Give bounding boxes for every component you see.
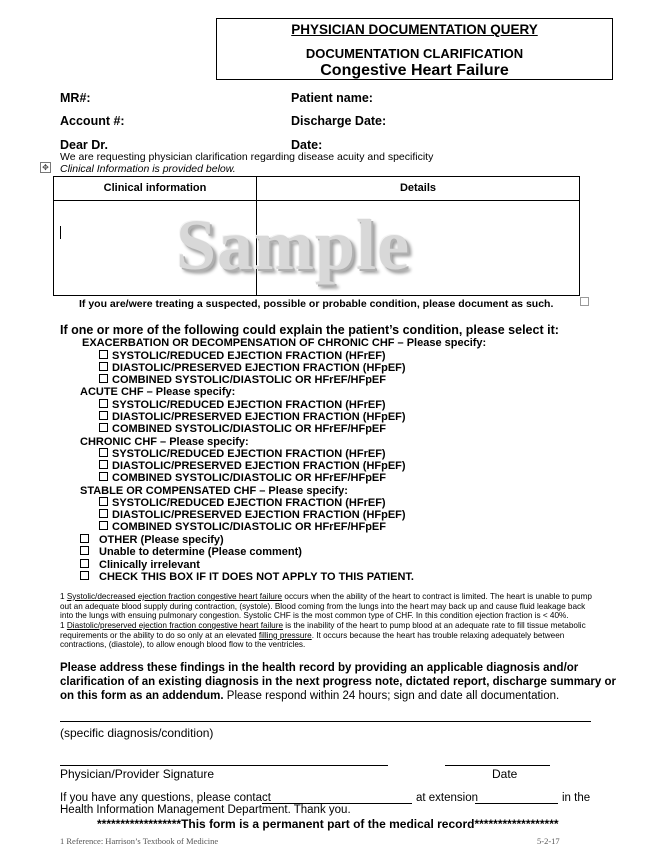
option-other[interactable]: OTHER (Please specify)	[80, 534, 224, 546]
contact-in-the: in the	[562, 792, 591, 804]
checkbox[interactable]	[99, 362, 108, 371]
option-acute-combined[interactable]: COMBINED SYSTOLIC/DIASTOLIC OR HFrEF/HFpEF	[99, 423, 386, 435]
checkbox[interactable]	[80, 546, 89, 555]
option-not-applicable[interactable]: CHECK THIS BOX IF IT DOES NOT APPLY TO THIS PATIENT.	[80, 571, 414, 583]
footnote-diastolic: 1 Diastolic/preserved ejection fraction congestive heart failure is the inability of the heart to pump blood at an adequate rate to fill tissue metabolic requirements or the ability to do so only at an elevated filling pressure. It occurs because the heart has trouble relaxing adequately between contractions, (diastole), to allow enough blood flow to the ventricles.	[60, 621, 586, 650]
date-line[interactable]	[445, 765, 550, 766]
discharge-date-field[interactable]: Discharge Date:	[291, 114, 387, 128]
table-move-handle-icon[interactable]: ✥	[40, 162, 51, 173]
checkbox[interactable]	[99, 509, 108, 518]
footnote-systolic: 1 Systolic/decreased ejection fraction congestive heart failure occurs when the ability of the heart to contract is limited. The heart is unable to pump out an adequate blood supply during contraction, (systole). Blood coming from the lungs into the heart may back up and cause fluid leakage back into the lungs with ensuing pulmonary congestion. Systolic CHF is the most common type of CHF. In this condition ejection fraction is < 40%.	[60, 592, 592, 621]
checkbox[interactable]	[80, 571, 89, 580]
intro-italic-line: Clinical Information is provided below.	[60, 163, 236, 175]
form-topic: Congestive Heart Failure	[320, 62, 509, 79]
option-exacerbation-hfref[interactable]: SYSTOLIC/REDUCED EJECTION FRACTION (HFrEF)	[99, 350, 386, 362]
checkbox[interactable]	[80, 534, 89, 543]
contact-text: If you have any questions, please contact	[60, 792, 271, 804]
form-subtitle: DOCUMENTATION CLARIFICATION	[305, 46, 524, 61]
option-chronic-hfpef[interactable]: DIASTOLIC/PRESERVED EJECTION FRACTION (HFpEF)	[99, 460, 406, 472]
option-chronic-combined[interactable]: COMBINED SYSTOLIC/DIASTOLIC OR HFrEF/HFpEF	[99, 472, 386, 484]
option-chronic-hfref[interactable]: SYSTOLIC/REDUCED EJECTION FRACTION (HFrEF)	[99, 448, 386, 460]
option-exacerbation-combined[interactable]: COMBINED SYSTOLIC/DIASTOLIC OR HFrEF/HFpEF	[99, 374, 386, 386]
date-label: Date	[492, 767, 518, 781]
checkbox[interactable]	[99, 472, 108, 481]
group-heading-acute: ACUTE CHF – Please specify:	[80, 386, 236, 398]
diagnosis-label: (specific diagnosis/condition)	[60, 726, 214, 740]
checkbox[interactable]	[99, 411, 108, 420]
extension-line[interactable]	[475, 803, 558, 804]
option-stable-combined[interactable]: COMBINED SYSTOLIC/DIASTOLIC OR HFrEF/HFpEF	[99, 521, 386, 533]
checkbox[interactable]	[99, 448, 108, 457]
signature-label: Physician/Provider Signature	[60, 767, 215, 781]
checkbox[interactable]	[99, 497, 108, 506]
intro-line: We are requesting physician clarification regarding disease acuity and specificity	[60, 151, 434, 163]
checkbox[interactable]	[99, 521, 108, 530]
instructions-paragraph: Please address these findings in the health record by providing an applicable diagnosis and/or clarification of an existing diagnosis in the next progress note, dictated report, discharge summary or on this form as an addendum. Please respond within 24 hours; sign and date all documentation.	[60, 662, 616, 702]
treating-note: If you are/were treating a suspected, possible or probable condition, please document as such.	[79, 298, 554, 310]
signature-line[interactable]	[60, 765, 388, 766]
checkbox[interactable]	[99, 423, 108, 432]
group-heading-chronic: CHRONIC CHF – Please specify:	[80, 436, 249, 448]
checkbox[interactable]	[99, 399, 108, 408]
dear-dr-field[interactable]: Dear Dr.	[60, 138, 108, 152]
option-acute-hfref[interactable]: SYSTOLIC/REDUCED EJECTION FRACTION (HFrEF)	[99, 399, 386, 411]
header-box	[216, 18, 613, 80]
checkbox[interactable]	[99, 374, 108, 383]
sample-watermark: Sample	[176, 205, 411, 285]
checkbox[interactable]	[80, 559, 89, 568]
group-heading-stable: STABLE OR COMPENSATED CHF – Please specify:	[80, 485, 348, 497]
footer-version: 5-2-17	[537, 836, 560, 846]
form-title: PHYSICIAN DOCUMENTATION QUERY	[291, 22, 538, 37]
option-acute-hfpef[interactable]: DIASTOLIC/PRESERVED EJECTION FRACTION (HFpEF)	[99, 411, 406, 423]
permanent-record-notice: ******************This form is a permanent part of the medical record******************	[97, 817, 559, 831]
group-heading-exacerbation: EXACERBATION OR DECOMPENSATION OF CHRONIC CHF – Please specify:	[82, 337, 487, 349]
diagnosis-line[interactable]	[60, 721, 591, 722]
patient-name-field[interactable]: Patient name:	[291, 91, 373, 105]
contact-department: Health Information Management Department. Thank you.	[60, 804, 351, 816]
footer-reference: 1 Reference: Harrison’s Textbook of Medicine	[60, 836, 219, 846]
option-unable-to-determine[interactable]: Unable to determine (Please comment)	[80, 546, 302, 558]
option-stable-hfref[interactable]: SYSTOLIC/REDUCED EJECTION FRACTION (HFrEF)	[99, 497, 386, 509]
option-clinically-irrelevant[interactable]: Clinically irrelevant	[80, 559, 200, 571]
mr-field[interactable]: MR#:	[60, 91, 91, 105]
account-field[interactable]: Account #:	[60, 114, 125, 128]
selection-question: If one or more of the following could explain the patient’s condition, please select it:	[60, 323, 559, 337]
clinical-info-header: Clinical information	[103, 182, 207, 194]
details-header: Details	[399, 182, 437, 194]
option-stable-hfpef[interactable]: DIASTOLIC/PRESERVED EJECTION FRACTION (HFpEF)	[99, 509, 406, 521]
option-exacerbation-hfpef[interactable]: DIASTOLIC/PRESERVED EJECTION FRACTION (HFpEF)	[99, 362, 406, 374]
extension-text: at extension	[416, 792, 479, 804]
checkbox[interactable]	[99, 350, 108, 359]
paragraph-mark-box	[580, 297, 589, 306]
checkbox[interactable]	[99, 460, 108, 469]
date-field[interactable]: Date:	[291, 138, 323, 152]
